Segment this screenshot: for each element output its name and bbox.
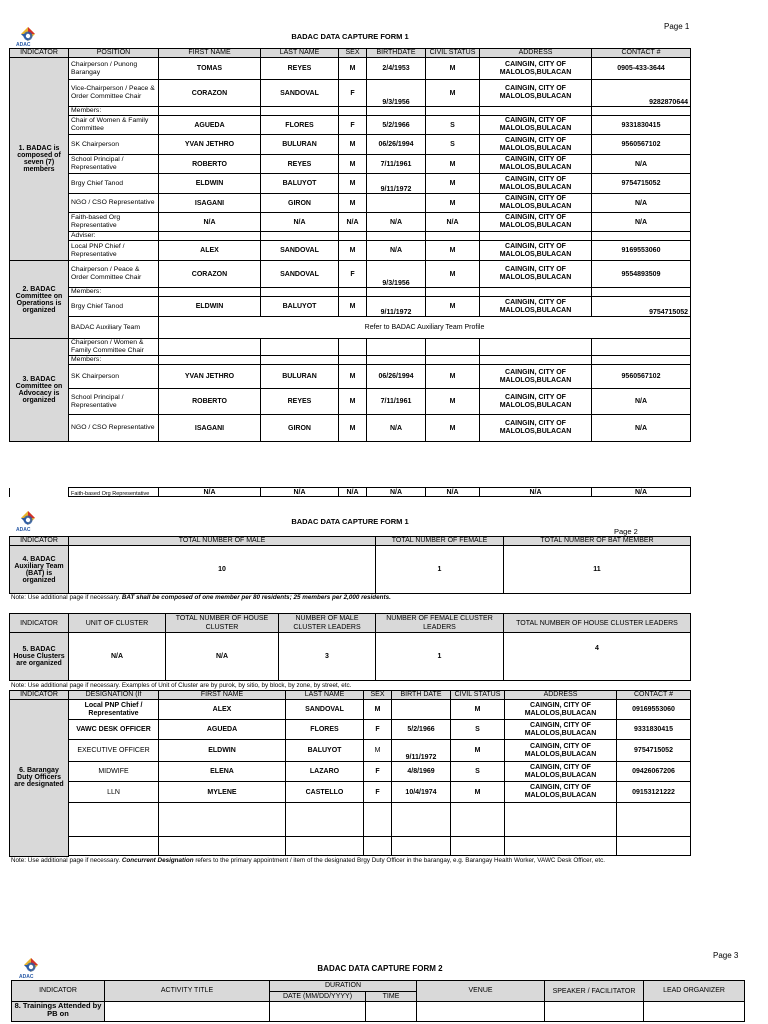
adviser-sublabel: Adviser:: [69, 232, 159, 241]
first-name-cell: ISAGANI: [159, 194, 261, 213]
page-3-label: Page 3: [713, 951, 739, 960]
sex-cell: M: [339, 58, 367, 80]
address-cell: CAINGIN, CITY OF MALOLOS,BULACAN: [480, 174, 592, 194]
address-cell: N/A: [480, 488, 592, 497]
first-name-cell: N/A: [159, 488, 261, 497]
contact-cell: 09169553060: [617, 700, 691, 720]
sex-cell: M: [339, 389, 367, 415]
contact-cell: 09153121222: [617, 782, 691, 803]
contact-cell: N/A: [592, 488, 691, 497]
position-cell: School Principal / Representative: [69, 155, 159, 174]
badac-members-table: [9, 48, 691, 442]
last-name-cell: REYES: [261, 58, 339, 80]
table-row: [10, 720, 691, 740]
first-name-cell: YVAN JETHRO: [159, 365, 261, 389]
col-sex: SEX: [339, 49, 367, 58]
table-row: [10, 415, 691, 442]
contact-cell: N/A: [592, 194, 691, 213]
contact-cell: 9754715052: [592, 174, 691, 194]
birthdate-cell: N/A: [367, 241, 426, 261]
address-cell: CAINGIN, CITY OF MALOLOS,BULACAN: [505, 762, 617, 782]
aux-team-label: BADAC Auxiliary Team: [69, 317, 159, 339]
last-name-cell: CASTELLO: [286, 782, 364, 803]
table-row: [10, 80, 691, 107]
civil-status-cell: M: [426, 261, 480, 288]
civil-status-cell: M: [426, 194, 480, 213]
col-last-name: LAST NAME: [261, 49, 339, 58]
last-name-cell: SANDOVAL: [261, 241, 339, 261]
last-name-cell: BALUYOT: [261, 174, 339, 194]
table-row: [10, 762, 691, 782]
address-cell: CAINGIN, CITY OF MALOLOS,BULACAN: [480, 116, 592, 135]
sex-cell: F: [364, 782, 392, 803]
table-row: [10, 288, 691, 297]
address-cell: CAINGIN, CITY OF MALOLOS,BULACAN: [505, 700, 617, 720]
indicator-8: 8. Trainings Attended by PB on: [12, 1002, 105, 1022]
position-cell: School Principal / Representative: [69, 389, 159, 415]
col-civil-status: CIVIL STATUS: [426, 49, 480, 58]
total-leaders-value: 4: [504, 633, 691, 681]
civil-status-cell: S: [426, 135, 480, 155]
contact-cell: 9282870644: [592, 80, 691, 107]
contact-cell: 9754715052: [617, 740, 691, 762]
col-first-name: FIRST NAME: [159, 49, 261, 58]
designation-cell: Local PNP Chief / Representative: [69, 700, 159, 720]
last-name-cell: GIRON: [261, 194, 339, 213]
table-row: [10, 297, 691, 317]
table-row: [10, 837, 691, 856]
civil-status-cell: M: [426, 365, 480, 389]
table-header-row: [10, 49, 691, 58]
total-female-value: 1: [376, 546, 504, 594]
members-sublabel: Members:: [69, 356, 159, 365]
address-cell: CAINGIN, CITY OF MALOLOS,BULACAN: [480, 389, 592, 415]
position-cell: Faith-based Org Representative: [69, 213, 159, 232]
indicator-1: 1. BADAC is composed of seven (7) members: [10, 58, 69, 261]
civil-status-cell: M: [451, 782, 505, 803]
indicator-3: 3. BADAC Committee on Advocacy is organized: [10, 339, 69, 442]
col-indicator: INDICATOR: [10, 49, 69, 58]
col-venue: VENUE: [417, 981, 545, 1002]
trainings-table: [11, 980, 745, 1022]
contact-cell: 9554893509: [592, 261, 691, 288]
contact-cell: 9560567102: [592, 365, 691, 389]
sex-cell: M: [364, 700, 392, 720]
table-row: [10, 174, 691, 194]
sex-cell: M: [339, 135, 367, 155]
total-bat-value: 11: [504, 546, 691, 594]
table-row: [10, 261, 691, 288]
indicator-2: 2. BADAC Committee on Operations is organized: [10, 261, 69, 339]
logo-caption: ADAC: [19, 974, 34, 980]
last-name-cell: BALUYOT: [261, 297, 339, 317]
civil-status-cell: M: [426, 174, 480, 194]
indicator-4: 4. BADAC Auxiliary Team (BAT) is organized: [10, 546, 69, 594]
position-cell: SK Chairperson: [69, 135, 159, 155]
birthdate-cell: N/A: [367, 488, 426, 497]
col-contact: CONTACT #: [592, 49, 691, 58]
contact-cell: 9331830415: [592, 116, 691, 135]
last-name-cell: N/A: [261, 213, 339, 232]
page-2-label: Page 2: [614, 527, 638, 536]
table-row: [10, 232, 691, 241]
col-address: ADDRESS: [505, 691, 617, 700]
aux-team-reference: Refer to BADAC Auxiliary Team Profile: [159, 317, 691, 339]
logo-caption: ADAC: [16, 527, 31, 533]
position-cell: Brgy Chief Tanod: [69, 174, 159, 194]
birthdate-cell: 9/3/1956: [367, 80, 426, 107]
last-name-cell: SANDOVAL: [261, 80, 339, 107]
form-2-title: BADAC DATA CAPTURE FORM 2: [317, 964, 443, 973]
position-cell: Faith-based Org Representative: [69, 488, 159, 497]
auxiliary-team-table: [9, 536, 691, 594]
first-name-cell: AGUEDA: [159, 720, 286, 740]
civil-status-cell: S: [451, 720, 505, 740]
table-row: [10, 107, 691, 116]
position-cell: Chair of Women & Family Committee: [69, 116, 159, 135]
col-address: ADDRESS: [480, 49, 592, 58]
sex-cell: N/A: [339, 488, 367, 497]
birthdate-cell: 9/3/1956: [367, 261, 426, 288]
last-name-cell: N/A: [261, 488, 339, 497]
birthdate-cell: 9/11/1972: [367, 297, 426, 317]
table-row: [10, 317, 691, 339]
birthdate-cell: [392, 700, 451, 720]
table-row: [10, 58, 691, 80]
position-cell: NGO / CSO Representative: [69, 194, 159, 213]
last-name-cell: LAZARO: [286, 762, 364, 782]
last-name-cell: FLORES: [261, 116, 339, 135]
address-cell: CAINGIN, CITY OF MALOLOS,BULACAN: [480, 261, 592, 288]
col-duration: DURATION: [270, 981, 417, 992]
table-row: [10, 135, 691, 155]
col-total-male: TOTAL NUMBER OF MALE: [69, 537, 376, 546]
address-cell: CAINGIN, CITY OF MALOLOS,BULACAN: [480, 241, 592, 261]
col-birth-date: BIRTH DATE: [392, 691, 451, 700]
position-cell: Brgy Chief Tanod: [69, 297, 159, 317]
contact-cell: 9560567102: [592, 135, 691, 155]
col-contact: CONTACT #: [617, 691, 691, 700]
sex-cell: F: [339, 116, 367, 135]
address-cell: CAINGIN, CITY OF MALOLOS,BULACAN: [480, 415, 592, 442]
sex-cell: M: [339, 297, 367, 317]
total-male-value: 10: [69, 546, 376, 594]
contact-cell: 0905-433-3644: [592, 58, 691, 80]
col-total-leaders: TOTAL NUMBER OF HOUSE CLUSTER LEADERS: [504, 614, 691, 633]
form-1-title-p2: BADAC DATA CAPTURE FORM 1: [291, 517, 409, 526]
table-row: [10, 241, 691, 261]
first-name-cell: ALEX: [159, 241, 261, 261]
position-cell: NGO / CSO Representative: [69, 415, 159, 442]
address-cell: CAINGIN, CITY OF MALOLOS,BULACAN: [505, 782, 617, 803]
civil-status-cell: M: [426, 80, 480, 107]
first-name-cell: ELDWIN: [159, 174, 261, 194]
contact-cell: N/A: [592, 415, 691, 442]
birthdate-cell: 7/11/1961: [367, 389, 426, 415]
col-total-house-cluster: TOTAL NUMBER OF HOUSE CLUSTER: [166, 614, 279, 633]
last-name-cell: SANDOVAL: [286, 700, 364, 720]
first-name-cell: YVAN JETHRO: [159, 135, 261, 155]
address-cell: CAINGIN, CITY OF MALOLOS,BULACAN: [480, 80, 592, 107]
table-row: [10, 116, 691, 135]
last-name-cell: BULURAN: [261, 365, 339, 389]
position-cell: Chairperson / Punong Barangay: [69, 58, 159, 80]
table-row: [10, 339, 691, 356]
first-name-cell: CORAZON: [159, 80, 261, 107]
sex-cell: M: [339, 415, 367, 442]
col-first-name: FIRST NAME: [159, 691, 286, 700]
position-cell: Chairperson / Women & Family Committee Chair: [69, 339, 159, 356]
first-name-cell: ROBERTO: [159, 155, 261, 174]
birthdate-cell: [367, 194, 426, 213]
first-name-cell: N/A: [159, 213, 261, 232]
col-activity-title: ACTIVITY TITLE: [105, 981, 270, 1002]
designation-cell: MIDWIFE: [69, 762, 159, 782]
col-female-leaders: NUMBER OF FEMALE CLUSTER LEADERS: [376, 614, 504, 633]
female-leaders-value: 1: [376, 633, 504, 681]
address-cell: CAINGIN, CITY OF MALOLOS,BULACAN: [480, 58, 592, 80]
contact-cell: 09426067206: [617, 762, 691, 782]
first-name-cell: ELENA: [159, 762, 286, 782]
contact-cell: N/A: [592, 155, 691, 174]
sex-cell: M: [339, 174, 367, 194]
address-cell: CAINGIN, CITY OF MALOLOS,BULACAN: [480, 194, 592, 213]
designation-cell: EXECUTIVE OFFICER: [69, 740, 159, 762]
civil-status-cell: N/A: [426, 488, 480, 497]
table-row: [10, 213, 691, 232]
position-cell: SK Chairperson: [69, 365, 159, 389]
last-name-cell: REYES: [261, 155, 339, 174]
last-name-cell: BULURAN: [261, 135, 339, 155]
designation-cell: VAWC DESK OFFICER: [69, 720, 159, 740]
last-name-cell: FLORES: [286, 720, 364, 740]
col-civil-status: CIVIL STATUS: [451, 691, 505, 700]
civil-status-cell: M: [426, 155, 480, 174]
civil-status-cell: M: [426, 389, 480, 415]
col-birthdate: BIRTHDATE: [367, 49, 426, 58]
table-row: [10, 194, 691, 213]
col-indicator: INDICATOR: [10, 614, 69, 633]
civil-status-cell: M: [426, 297, 480, 317]
last-name-cell: GIRON: [261, 415, 339, 442]
birthdate-cell: 9/11/1972: [392, 740, 451, 762]
position-cell: Vice-Chairperson / Peace & Order Committee Chair: [69, 80, 159, 107]
sex-cell: N/A: [339, 213, 367, 232]
col-position: POSITION: [69, 49, 159, 58]
civil-status-cell: M: [451, 700, 505, 720]
note-concurrent: Note: Use additional page if necessary. Concurrent Designation refers to the primary appointment / item of the designated Brgy Duty Officer in the barangay, e.g. Barangay Health Worker, VAWC Desk Officer, etc.: [11, 857, 606, 864]
last-name-cell: REYES: [261, 389, 339, 415]
sex-cell: M: [339, 194, 367, 213]
col-time: TIME: [366, 992, 417, 1002]
birthdate-cell: 9/11/1972: [367, 174, 426, 194]
col-last-name: LAST NAME: [286, 691, 364, 700]
form-1-title: BADAC DATA CAPTURE FORM 1: [291, 32, 409, 41]
address-cell: CAINGIN, CITY OF MALOLOS,BULACAN: [480, 135, 592, 155]
designation-cell: LLN: [69, 782, 159, 803]
col-date: DATE (MM/DD/YYYY): [270, 992, 366, 1002]
contact-cell: 9754715052: [592, 297, 691, 317]
col-indicator: INDICATOR: [12, 981, 105, 1002]
male-leaders-value: 3: [279, 633, 376, 681]
position-cell: Local PNP Chief / Representative: [69, 241, 159, 261]
unit-of-cluster-value: N/A: [69, 633, 166, 681]
birthdate-cell: 10/4/1974: [392, 782, 451, 803]
sex-cell: M: [364, 740, 392, 762]
members-sublabel: Members:: [69, 107, 159, 116]
first-name-cell: AGUEDA: [159, 116, 261, 135]
indicator-6: 6. Barangay Duty Officers are designated: [10, 700, 69, 857]
sex-cell: M: [339, 365, 367, 389]
civil-status-cell: S: [451, 762, 505, 782]
col-total-bat: TOTAL NUMBER OF BAT MEMBER: [504, 537, 691, 546]
logo-caption: ADAC: [16, 42, 31, 48]
civil-status-cell: M: [426, 415, 480, 442]
address-cell: CAINGIN, CITY OF MALOLOS,BULACAN: [480, 365, 592, 389]
first-name-cell: ROBERTO: [159, 389, 261, 415]
first-name-cell: MYLENE: [159, 782, 286, 803]
table-row: [10, 155, 691, 174]
sex-cell: M: [339, 241, 367, 261]
page-break-spill-row: [9, 487, 691, 497]
birthdate-cell: N/A: [367, 213, 426, 232]
col-sex: SEX: [364, 691, 392, 700]
first-name-cell: ELDWIN: [159, 740, 286, 762]
col-indicator: INDICATOR: [10, 691, 69, 700]
civil-status-cell: S: [426, 116, 480, 135]
birthdate-cell: 2/4/1953: [367, 58, 426, 80]
last-name-cell: BALUYOT: [286, 740, 364, 762]
col-unit-of-cluster: UNIT OF CLUSTER: [69, 614, 166, 633]
sex-cell: F: [339, 80, 367, 107]
col-male-leaders: NUMBER OF MALE CLUSTER LEADERS: [279, 614, 376, 633]
col-total-female: TOTAL NUMBER OF FEMALE: [376, 537, 504, 546]
civil-status-cell: M: [426, 241, 480, 261]
birthdate-cell: 4/8/1969: [392, 762, 451, 782]
civil-status-cell: M: [426, 58, 480, 80]
contact-cell: N/A: [592, 389, 691, 415]
birthdate-cell: 7/11/1961: [367, 155, 426, 174]
first-name-cell: ELDWIN: [159, 297, 261, 317]
table-row: [10, 700, 691, 720]
table-row: [10, 389, 691, 415]
civil-status-cell: M: [451, 740, 505, 762]
note-cluster: Note: Use additional page if necessary. Examples of Unit of Cluster are by purok, by sitio, by block, by zone, by street, etc.: [11, 682, 352, 689]
table-row: [10, 740, 691, 762]
col-lead-organizer: LEAD ORGANIZER: [644, 981, 745, 1002]
col-indicator: INDICATOR: [10, 537, 69, 546]
contact-cell: 9331830415: [617, 720, 691, 740]
address-cell: CAINGIN, CITY OF MALOLOS,BULACAN: [480, 155, 592, 174]
indicator-5: 5. BADAC House Clusters are organized: [10, 633, 69, 681]
birthdate-cell: 5/2/1966: [392, 720, 451, 740]
first-name-cell: TOMAS: [159, 58, 261, 80]
members-sublabel: Members:: [69, 288, 159, 297]
note-bat: Note: Use additional page if necessary. BAT shall be composed of one member per 80 residents; 25 members per 2,000 residents.: [11, 594, 391, 601]
table-row: [10, 782, 691, 803]
birthdate-cell: 06/26/1994: [367, 135, 426, 155]
birthdate-cell: 5/2/1966: [367, 116, 426, 135]
first-name-cell: ALEX: [159, 700, 286, 720]
sex-cell: F: [339, 261, 367, 288]
total-house-cluster-value: N/A: [166, 633, 279, 681]
sex-cell: F: [364, 720, 392, 740]
address-cell: CAINGIN, CITY OF MALOLOS,BULACAN: [480, 213, 592, 232]
birthdate-cell: 06/26/1994: [367, 365, 426, 389]
house-cluster-table: [9, 613, 691, 681]
table-row: [10, 365, 691, 389]
civil-status-cell: N/A: [426, 213, 480, 232]
last-name-cell: SANDOVAL: [261, 261, 339, 288]
address-cell: CAINGIN, CITY OF MALOLOS,BULACAN: [505, 740, 617, 762]
contact-cell: 9169553060: [592, 241, 691, 261]
page-1-label: Page 1: [664, 22, 690, 31]
contact-cell: N/A: [592, 213, 691, 232]
position-cell: Chairperson / Peace & Order Committee Chair: [69, 261, 159, 288]
duty-officers-table: [9, 690, 691, 857]
table-row: [10, 803, 691, 837]
col-designation: DESIGNATION (If: [69, 691, 159, 700]
first-name-cell: CORAZON: [159, 261, 261, 288]
birthdate-cell: N/A: [367, 415, 426, 442]
address-cell: CAINGIN, CITY OF MALOLOS,BULACAN: [505, 720, 617, 740]
first-name-cell: ISAGANI: [159, 415, 261, 442]
sex-cell: M: [339, 155, 367, 174]
table-row: [10, 356, 691, 365]
sex-cell: F: [364, 762, 392, 782]
col-speaker: SPEAKER / FACILITATOR: [545, 981, 644, 1002]
address-cell: CAINGIN, CITY OF MALOLOS,BULACAN: [480, 297, 592, 317]
